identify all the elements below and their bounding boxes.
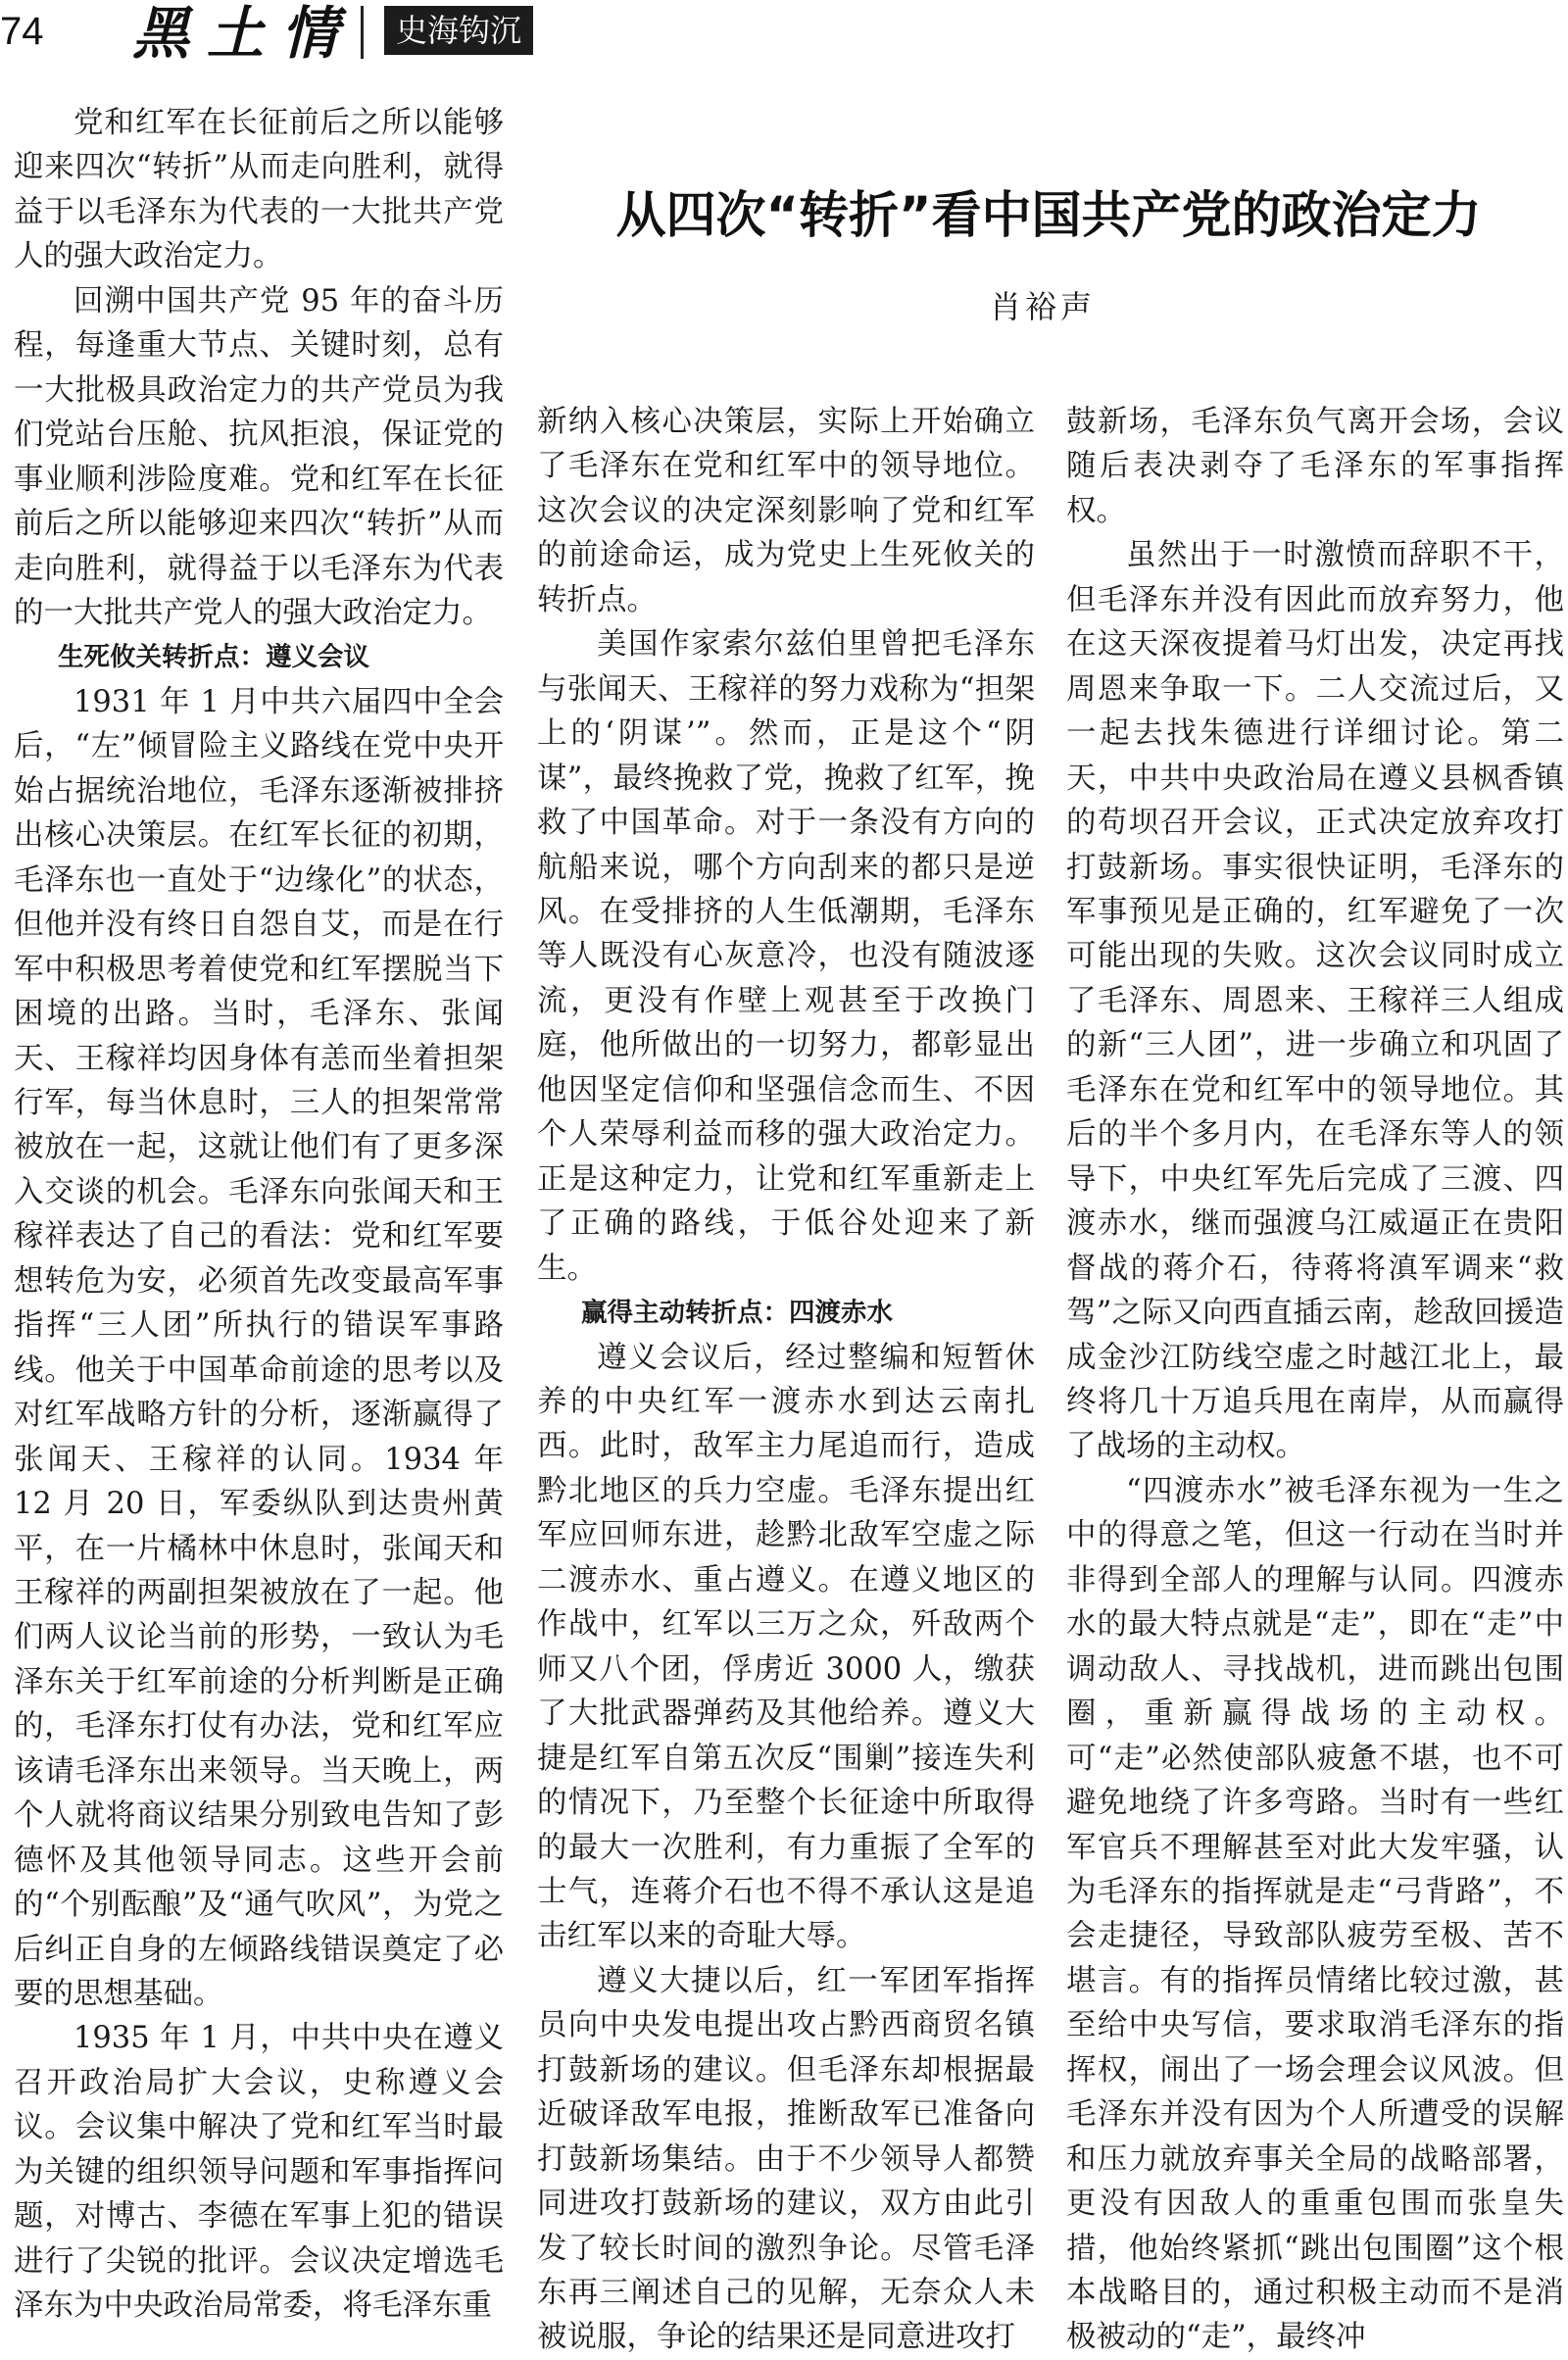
paragraph: 1931 年 1 月中共六届四中全会后，“左”倾冒险主义路线在党中央开始占据统治地位，毛泽东逐渐被排挤出核心决策层。在红军长征的初期，毛泽东也一直处于“边缘化”的状态，但他并没有终日自怨自艾，而是在行军中积极思考着使党和红军摆脱当下困境的出路。当时，毛泽东、张闻天、王稼祥均因身体有恙而坐着担架行军，每当休息时，三人的担架常常被放在一起，这就让他们有了更多深入交谈的机会。毛泽东向张闻天和王稼祥表达了自己的看法：党和红军要想转危为安，必须首先改变最高军事指挥“三人团”所执行的错误军事路线。他关于中国革命前途的思考以及对红军战略方针的分析，逐渐赢得了张闻天、王稼祥的认同。1934 年 12 月 20 日，军委纵队到达贵州黄平，在一片橘林中休息时，张闻天和王稼祥的两副担架被放在了一起。他们两人议论当前的形势，一致认为毛泽东关于红军前途的分析判断是正确的，毛泽东打仗有办法，党和红军应该请毛泽东出来领导。当天晚上，两个人就将商议结果分别致电告知了彭德怀及其他领导同志。这些开会前的“个别酝酿”及“通气吹风”，为党之后纠正自身的左倾路线错误奠定了必要的思想基础。 [14,684,504,2012]
paragraph: 党和红军在长征前后之所以能够迎来四次“转折”从而走向胜利，就得益于以毛泽东为代表的一大批共产党人的强大政治定力。 [14,106,504,274]
article-title: 从四次“转折”看中国共产党的政治定力 [615,187,1482,245]
page-number: 74 [0,10,44,53]
header-divider [361,6,364,59]
column-3 [1066,400,1564,2360]
author-byline: 肖裕声 [990,288,1097,325]
section-tag: 史海钩沉 [384,6,533,55]
paragraph: 遵义大捷以后，红一军团军指挥员向中央发电提出攻占黔西商贸名镇打鼓新场的建议。但毛泽东却根据最近破译敌军电报，推断敌军已准备向打鼓新场集结。由于不少领导人都赞同进攻打鼓新场的建议，双方由此引发了较长时间的激烈争论。尽管毛泽东再三阐述自己的见解，无奈众人未被说服，争论的结果还是同意进攻打 [537,1963,1035,2355]
section-heading: 赢得主动转折点：四渡赤水 [581,1298,894,1329]
paragraph: 虽然出于一时激愤而辞职不干，但毛泽东并没有因此而放弃努力，他在这天深夜提着马灯出发，决定再找周恩来争取一下。二人交流过后，又一起去找朱德进行详细讨论。第二天，中共中央政治局在遵义县枫香镇的苟坝召开会议，正式决定放弃攻打打鼓新场。事实很快证明，毛泽东的军事预见是正确的，红军避免了一次可能出现的失败。这次会议同时成立了毛泽东、周恩来、王稼祥三人组成的新“三人团”，进一步确立和巩固了毛泽东在党和红军中的领导地位。其后的半个多月内，在毛泽东等人的领导下，中央红军先后完成了三渡、四渡赤水，继而强渡乌江威逼正在贵阳督战的蒋介石，待蒋将滇军调来“救驾”之际又向西直插云南，趁敌回援造成金沙江防线空虚之时越江北上，最终将几十万追兵甩在南岸，从而赢得了战场的主动权。 [1066,538,1564,1464]
magazine-logo: 黑土情 [132,0,357,67]
paragraph: 遵义会议后，经过整编和短暂休养的中央红军一渡赤水到达云南扎西。此时，敌军主力尾追而行，造成黔北地区的兵力空虚。毛泽东提出红军应回师东进，趁黔北敌军空虚之际二渡赤水、重占遵义。在遵义地区的作战中，红军以三万之众，歼敌两个师又八个团，俘虏近 3000 人，缴获了大批武器弹药及其他给养。遵义大捷是红军自第五次反“围剿”接连失利的情况下，乃至整个长征途中所取得的最大一次胜利，有力重振了全军的士气，连蒋介石也不得不承认这是追击红军以来的奇耻大辱。 [537,1340,1035,1954]
paragraph: 新纳入核心决策层，实际上开始确立了毛泽东在党和红军中的领导地位。这次会议的决定深刻影响了党和红军的前途命运，成为党史上生死攸关的转折点。 [537,405,1035,617]
column-2 [537,400,1035,2360]
paragraph: 回溯中国共产党 95 年的奋斗历程，每逢重大节点、关键时刻，总有一大批极具政治定力的共产党员为我们党站台压舱、抗风拒浪，保证党的事业顺利涉险度难。党和红军在长征前后之所以能够迎来四次“转折”从而走向胜利，就得益于以毛泽东为代表的一大批共产党人的强大政治定力。 [14,283,504,630]
paragraph: 1935 年 1 月，中共中央在遵义召开政治局扩大会议，史称遵义会议。会议集中解决了党和红军当时最为关键的组织领导问题和军事指挥问题，对博古、李德在军事上犯的错误进行了尖锐的批评。会议决定增选毛泽东为中央政治局常委，将毛泽东重 [14,2021,504,2324]
paragraph: 鼓新场，毛泽东负气离开会场，会议随后表决剥夺了毛泽东的军事指挥权。 [1066,405,1564,528]
section-heading: 生死攸关转折点：遵义会议 [58,642,370,673]
paragraph: 美国作家索尔兹伯里曾把毛泽东与张闻天、王稼祥的努力戏称为“担架上的‘阴谋’”。然而，正是这个“阴谋”，最终挽救了党，挽救了红军，挽救了中国革命。对于一条没有方向的航船来说，哪个方向刮来的都只是逆风。在受排挤的人生低潮期，毛泽东等人既没有心灰意冷，也没有随波逐流，更没有作壁上观甚至于改换门庭，他所做出的一切努力，都彰显出他因坚定信仰和坚强信念而生、不因个人荣辱利益而移的强大政治定力。正是这种定力，让党和红军重新走上了正确的路线，于低谷处迎来了新生。 [537,627,1035,1286]
paragraph: “四渡赤水”被毛泽东视为一生之中的得意之笔，但这一行动在当时并非得到全部人的理解与认同。四渡赤水的最大特点就是“走”，即在“走”中调动敌人、寻找战机，进而跳出包围圈，重新赢得战场的主动权。可“走”必然使部队疲惫不堪，也不可避免地绕了许多弯路。当时有一些红军官兵不理解甚至对此大发牢骚，认为毛泽东的指挥就是走“弓背路”，不会走捷径，导致部队疲劳至极、苦不堪言。有的指挥员情绪比较过激，甚至给中央写信，要求取消毛泽东的指挥权，闹出了一场会理会议风波。但毛泽东并没有因为个人所遭受的误解和压力就放弃事关全局的战略部署，更没有因敌人的重重包围而张皇失措，他始终紧抓“跳出包围圈”这个根本战略目的，通过积极主动而不是消极被动的“走”，最终冲 [1066,1473,1564,2355]
column-1 [14,101,504,2329]
